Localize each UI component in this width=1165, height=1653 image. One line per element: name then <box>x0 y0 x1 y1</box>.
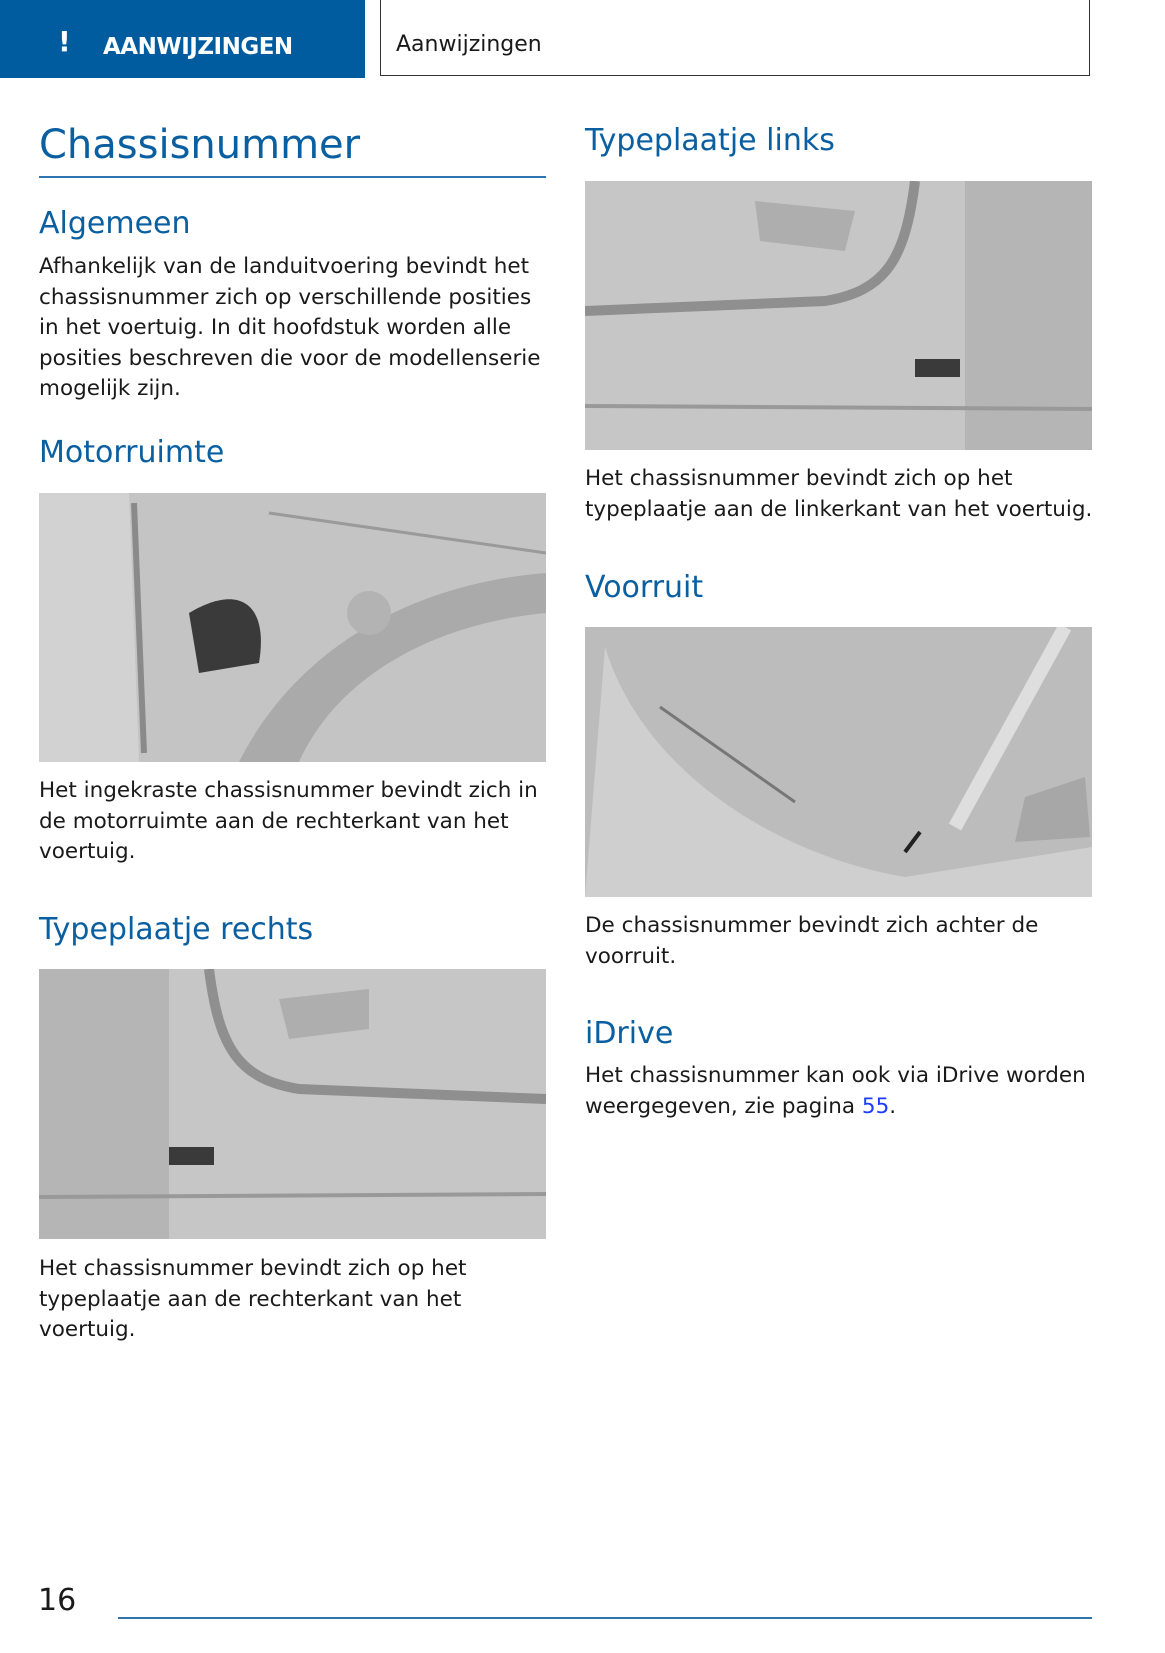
type-plate-left-image <box>585 181 1092 450</box>
engine-bay-image <box>39 493 546 762</box>
chapter-label: Aanwijzingen <box>396 32 542 57</box>
title-divider <box>39 176 546 178</box>
heading-idrive: iDrive <box>585 1016 674 1051</box>
page-title: Chassisnummer <box>39 122 361 168</box>
idrive-text-end: . <box>889 1093 897 1119</box>
section-tab <box>0 0 365 78</box>
paragraph-idrive <box>585 1061 1095 1122</box>
caption-typeplaatje-links: Het chassisnummer bevindt zich op het typeplaatje aan de linkerkant van het voertuig. <box>585 466 1093 522</box>
footer-divider <box>118 1617 1092 1619</box>
page-link-55[interactable]: 55 <box>861 1093 890 1119</box>
windshield-image <box>585 627 1092 897</box>
idrive-text: Het chassisnummer kan ook via iDrive worden weergegeven, zie pagina <box>585 1063 1086 1119</box>
chapter-header <box>380 0 1090 76</box>
paragraph-algemeen: Afhankelijk van de landuitvoering bevindt het chassisnummer zich op verschillende posities in het voertuig. In dit hoofdstuk worden alle posities beschreven die voor de modellenserie mogelijk zijn. <box>39 254 541 401</box>
page-number: 16 <box>38 1583 77 1618</box>
type-plate-right-image <box>39 969 546 1239</box>
heading-motorruimte: Motorruimte <box>39 435 225 470</box>
exclamation-icon: ! <box>58 25 71 58</box>
section-label: AANWIJZINGEN <box>103 34 293 60</box>
caption-typeplaatje-rechts: Het chassisnummer bevindt zich op het typeplaatje aan de rechterkant van het voertuig. <box>39 1256 467 1342</box>
caption-motorruimte: Het ingekraste chassisnummer bevindt zich in de motorruimte aan de rechterkant van het voertuig. <box>39 778 538 864</box>
caption-voorruit: De chassisnummer bevindt zich achter de voorruit. <box>585 913 1039 969</box>
heading-typeplaatje-links: Typeplaatje links <box>585 123 835 158</box>
heading-algemeen: Algemeen <box>39 206 191 241</box>
heading-typeplaatje-rechts: Typeplaatje rechts <box>39 912 314 947</box>
heading-voorruit: Voorruit <box>585 570 704 605</box>
